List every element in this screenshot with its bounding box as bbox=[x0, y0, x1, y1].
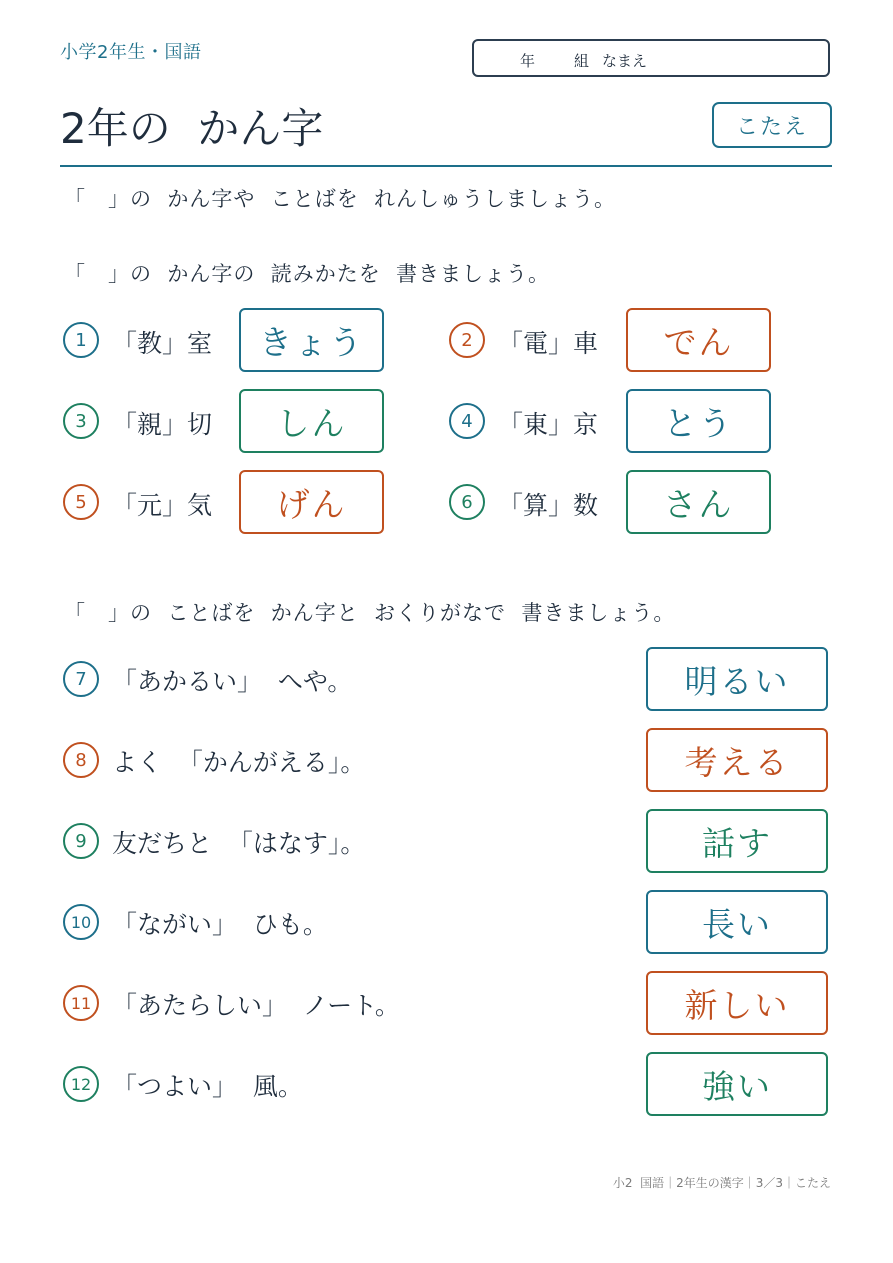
intro-text: 「 」の かん字や ことばを れんしゅうしましょう。 bbox=[64, 187, 617, 211]
question-number: 6 bbox=[449, 484, 485, 520]
question-number: 12 bbox=[63, 1066, 99, 1102]
answer-badge: こたえ bbox=[712, 102, 832, 148]
question-text: 「教」室 bbox=[112, 329, 213, 358]
question-text: 「親」切 bbox=[112, 410, 213, 439]
question-number: 11 bbox=[63, 985, 99, 1021]
question-text: 「つよい」 風。 bbox=[112, 1072, 303, 1101]
question-number: 2 bbox=[449, 322, 485, 358]
question-number: 9 bbox=[63, 823, 99, 859]
class-label: 組 bbox=[574, 52, 590, 70]
answer-box: さん bbox=[626, 470, 771, 534]
section2-instruction: 「 」の ことばを かん字と おくりがなで 書きましょう。 bbox=[64, 601, 676, 625]
page-footer: 小2 国語｜2年生の漢字｜3／3｜こたえ bbox=[612, 1176, 831, 1190]
answer-box: とう bbox=[626, 389, 771, 453]
name-box bbox=[472, 39, 830, 77]
answer-box: 考える bbox=[646, 728, 828, 792]
question-number: 10 bbox=[63, 904, 99, 940]
question-number: 5 bbox=[63, 484, 99, 520]
question-text: 「電」車 bbox=[498, 329, 599, 358]
year-label: 年 bbox=[520, 52, 536, 70]
name-label: なまえ bbox=[602, 52, 648, 70]
answer-box: でん bbox=[626, 308, 771, 372]
question-text: 「あたらしい」 ノート。 bbox=[112, 991, 400, 1020]
question-text: 「東」京 bbox=[498, 410, 599, 439]
answer-box: 強い bbox=[646, 1052, 828, 1116]
answer-box: 新しい bbox=[646, 971, 828, 1035]
question-text: 友だちと 「はなす」。 bbox=[112, 829, 366, 858]
question-number: 8 bbox=[63, 742, 99, 778]
question-number: 1 bbox=[63, 322, 99, 358]
question-number: 3 bbox=[63, 403, 99, 439]
page-title: 2年の かん字 bbox=[60, 104, 324, 153]
answer-box: 長い bbox=[646, 890, 828, 954]
question-text: 「元」気 bbox=[112, 491, 213, 520]
subject-label: 小学2年生・国語 bbox=[60, 42, 202, 63]
answer-box: 明るい bbox=[646, 647, 828, 711]
header-divider bbox=[60, 165, 832, 167]
question-text: 「算」数 bbox=[498, 491, 599, 520]
answer-box: げん bbox=[239, 470, 384, 534]
question-text: 「ながい」 ひも。 bbox=[112, 910, 328, 939]
question-number: 4 bbox=[449, 403, 485, 439]
question-number: 7 bbox=[63, 661, 99, 697]
answer-box: 話す bbox=[646, 809, 828, 873]
question-text: 「あかるい」 へや。 bbox=[112, 667, 353, 696]
answer-box: しん bbox=[239, 389, 384, 453]
section1-instruction: 「 」の かん字の 読みかたを 書きましょう。 bbox=[64, 262, 551, 286]
answer-box: きょう bbox=[239, 308, 384, 372]
question-text: よく 「かんがえる」。 bbox=[112, 748, 366, 777]
